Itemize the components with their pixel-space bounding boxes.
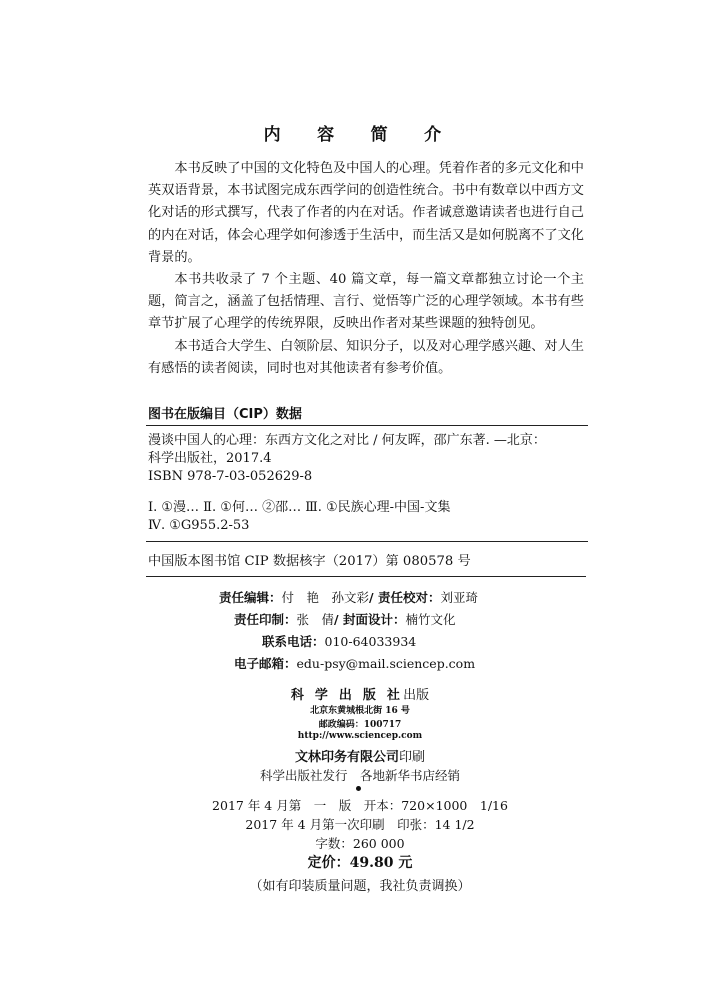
- editor-label: 责任编辑：: [219, 590, 282, 605]
- cip-heading: 图书在版编目（CIP）数据: [148, 407, 302, 422]
- intro-paragraph-2: 本书共收录了 7 个主题、40 篇文章，每一篇文章都独立讨论一个主题，简言之，涵盖了包括情理、言行、觉悟等广泛的心理学领域。本书有些章节扩展了心理学的传统界限，反映出作者对某些课题的独特创见。: [148, 272, 584, 332]
- credit-row-email: [234, 654, 475, 672]
- printer-name: 文林印务有限公司: [294, 750, 399, 765]
- print-value: 张 倩: [296, 612, 335, 627]
- edition-line: 2017 年 4 月第 一 版 开本：720×1000 1/16: [212, 798, 508, 813]
- phone-value: 010-64033934: [324, 634, 417, 649]
- credit-row-print: [234, 610, 455, 628]
- printer-line: [0, 746, 720, 765]
- publisher-website: http://www.sciencep.com: [297, 731, 423, 741]
- cip-number: 中国版本图书馆 CIP 数据核字（2017）第 080578 号: [148, 554, 471, 569]
- proof-value: 刘亚琦: [440, 590, 478, 605]
- phone-label: 联系电话：: [262, 634, 325, 649]
- design-value: 楠竹文化: [405, 612, 456, 627]
- cip-line-publisher: 科学出版社，2017.4: [148, 451, 272, 466]
- publisher-postcode: 邮政编码：100717: [318, 720, 402, 730]
- intro-body: [148, 158, 584, 380]
- publisher-action: 出版: [403, 688, 430, 703]
- email-label: 电子邮箱：: [234, 656, 297, 671]
- distribution: 科学出版社发行 各地新华书店经销: [259, 768, 460, 783]
- quality-note: （如有印装质量问题，我社负责调换）: [249, 879, 471, 894]
- printer-action: 印刷: [399, 750, 426, 765]
- separator-dot: [356, 786, 361, 791]
- publisher-name: 科 学 出 版 社: [290, 688, 404, 703]
- intro-paragraph-1: 本书反映了中国的文化特色及中国人的心理。凭着作者的多元文化和中英双语背景，本书试图完成东西学问的创造性统合。书中有数章以中西方文化对话的形式撰写，代表了作者的内在对话。作者诚意邀请读者也进行自己的内在对话，体会心理学如何渗透于生活中，而生活又是如何脱离不了文化背景的。: [148, 161, 584, 265]
- price: 定价：49.80 元: [307, 855, 413, 871]
- design-label: / 封面设计：: [334, 612, 406, 627]
- email-value: edu-psy@mail.sciencep.com: [296, 656, 476, 671]
- intro-paragraph-3: 本书适合大学生、白领阶层、知识分子，以及对心理学感兴趣、对人生有感悟的读者阅读，同时也对其他读者有参考价值。: [148, 338, 584, 376]
- credit-row-editor: [219, 588, 478, 606]
- publisher-line: [0, 684, 720, 703]
- cip-line-subjects: Ⅰ. ①漫… Ⅱ. ①何… ②邵… Ⅲ. ①民族心理-中国-文集: [148, 500, 451, 515]
- impression-line: 2017 年 4 月第一次印刷 印张：14 1/2: [245, 817, 475, 832]
- cip-line-isbn: ISBN 978-7-03-052629-8: [148, 469, 313, 484]
- cip-record: [146, 425, 588, 542]
- intro-title: 内 容 简 介: [263, 125, 457, 145]
- proof-label: / 责任校对：: [369, 590, 441, 605]
- wordcount-line: 字数：260 000: [315, 836, 405, 851]
- cip-spacer: [148, 486, 588, 499]
- cip-line-classification: Ⅳ. ①G955.2-53: [148, 518, 250, 533]
- publisher-address: 北京东黄城根北街 16 号: [310, 706, 410, 716]
- print-label: 责任印制：: [234, 612, 297, 627]
- editor-value: 付 艳 孙文彩: [281, 590, 370, 605]
- divider: [146, 576, 586, 577]
- credit-row-phone: [262, 632, 416, 650]
- cip-line-title: 漫谈中国人的心理：东西方文化之对比 / 何友晖，邵广东著. —北京：: [148, 433, 546, 448]
